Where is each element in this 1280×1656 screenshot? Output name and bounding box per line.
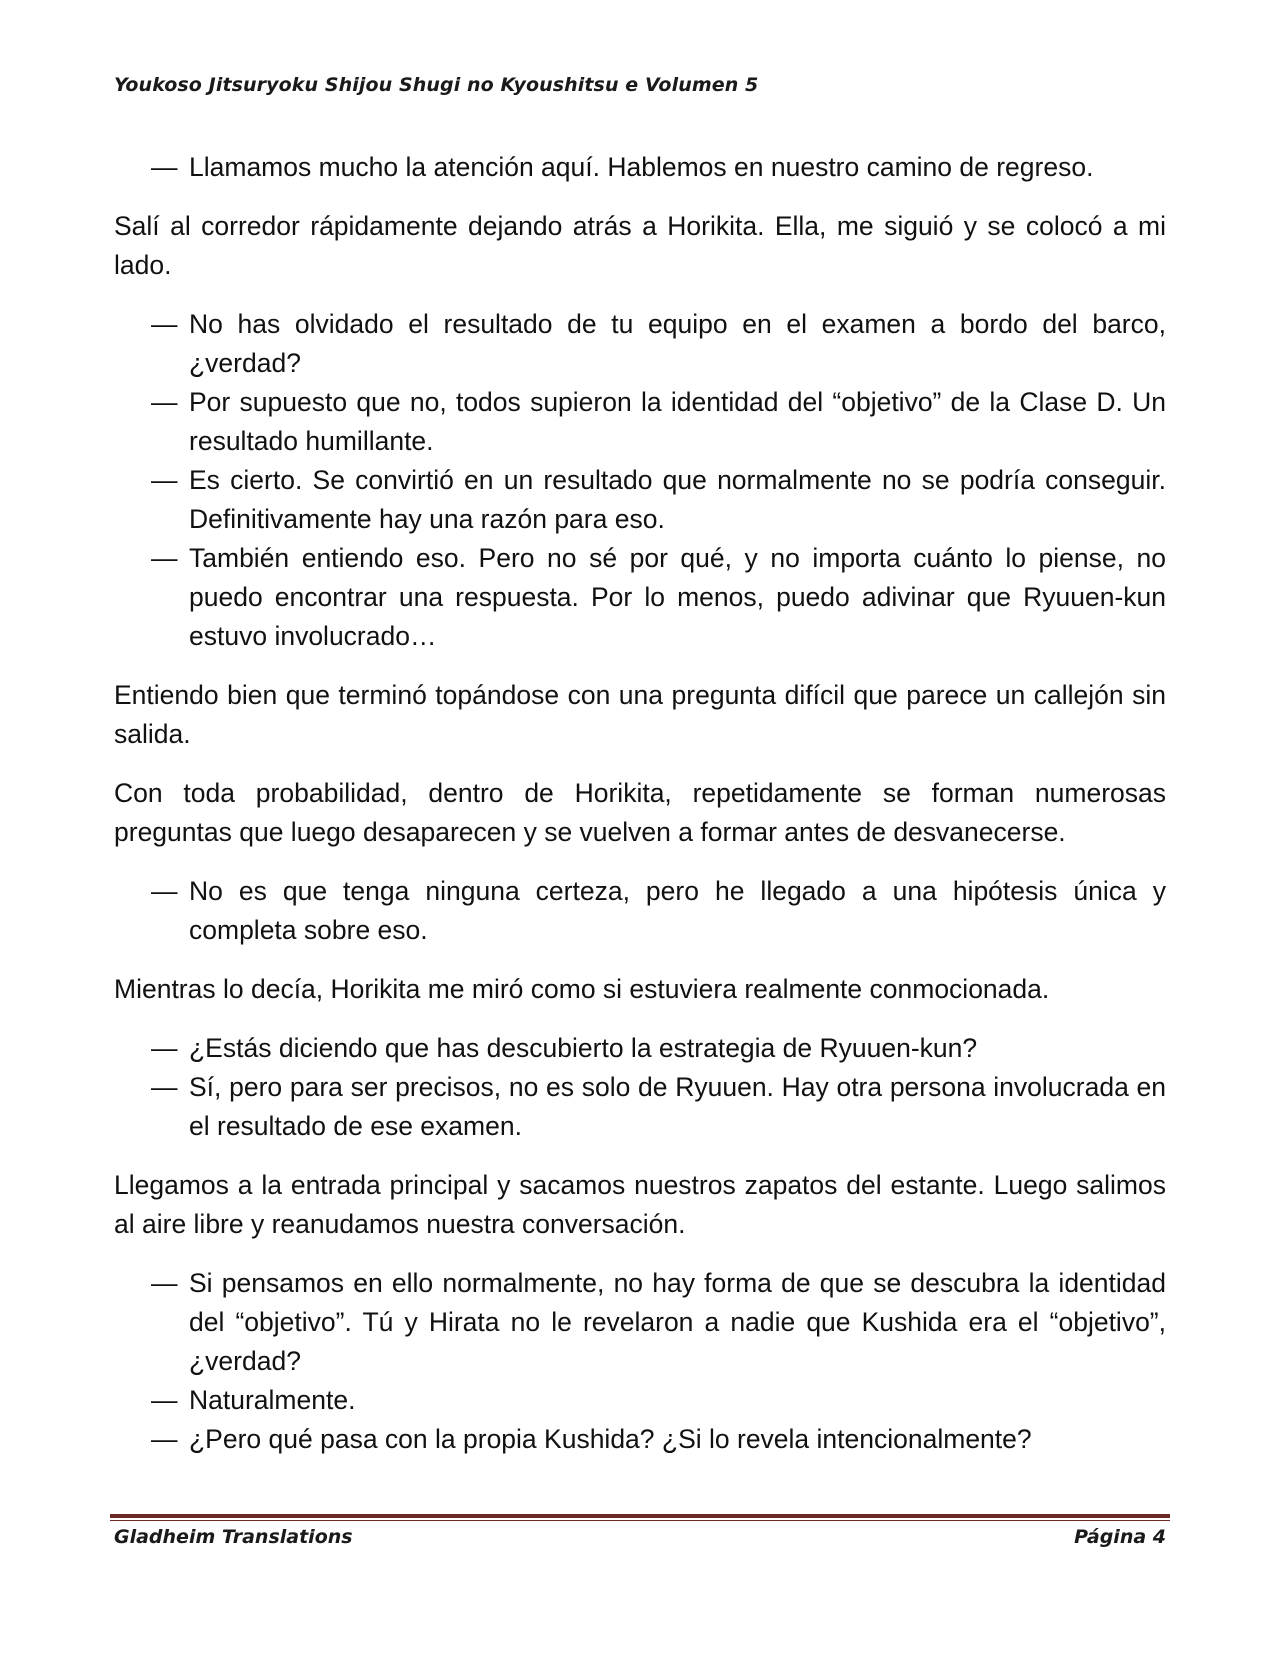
dialogue-line	[114, 872, 1166, 950]
em-dash: —	[151, 1268, 178, 1298]
dialogue-line	[114, 1264, 1166, 1381]
em-dash: —	[151, 876, 178, 906]
page-body	[114, 148, 1166, 1479]
dialogue-line	[114, 148, 1166, 187]
dialogue-text: ¿Estás diciendo que has descubierto la estrategia de Ryuuen-kun?	[189, 1033, 978, 1063]
dialogue-text: Es cierto. Se convirtió en un resultado que normalmente no se podría conseguir. Definitivamente hay una razón para eso.	[189, 465, 1166, 534]
em-dash: —	[151, 1385, 178, 1415]
dialogue-text: ¿Pero qué pasa con la propia Kushida? ¿Si lo revela intencionalmente?	[189, 1424, 1032, 1454]
dialogue-line	[114, 1068, 1166, 1146]
dialogue-text: También entiendo eso. Pero no sé por qué, y no importa cuánto lo piense, no puedo encontrar una respuesta. Por lo menos, puedo adivinar que Ryuuen-kun estuvo involucrado…	[189, 543, 1166, 651]
dialogue-line	[114, 305, 1166, 383]
dialogue-block-1	[114, 148, 1166, 187]
dialogue-text: Sí, pero para ser precisos, no es solo de Ryuuen. Hay otra persona involucrada en el resultado de ese examen.	[189, 1072, 1166, 1141]
dialogue-line	[114, 1029, 1166, 1068]
footer-divider-thin	[110, 1520, 1170, 1521]
dialogue-block-4	[114, 1029, 1166, 1146]
narration-paragraph: Con toda probabilidad, dentro de Horikita, repetidamente se forman numerosas preguntas que luego desaparecen y se vuelven a formar antes de desvanecerse.	[114, 778, 1166, 847]
em-dash: —	[151, 1072, 178, 1102]
running-header: Youkoso Jitsuryoku Shijou Shugi no Kyoushitsu e Volumen 5	[114, 74, 759, 96]
em-dash: —	[151, 465, 178, 495]
dialogue-text: Naturalmente.	[189, 1385, 356, 1415]
footer-credit: Gladheim Translations	[114, 1526, 353, 1548]
dialogue-text: No es que tenga ninguna certeza, pero he llegado a una hipótesis única y completa sobre eso.	[189, 876, 1166, 945]
dialogue-block-3	[114, 872, 1166, 950]
dialogue-line	[114, 539, 1166, 656]
dialogue-text: Llamamos mucho la atención aquí. Hablemos en nuestro camino de regreso.	[189, 152, 1094, 182]
dialogue-block-5	[114, 1264, 1166, 1459]
narration-paragraph: Entiendo bien que terminó topándose con una pregunta difícil que parece un callejón sin salida.	[114, 680, 1166, 749]
dialogue-line	[114, 383, 1166, 461]
page-number: Página 4	[1074, 1526, 1166, 1548]
dialogue-line	[114, 1381, 1166, 1420]
narration-paragraph: Llegamos a la entrada principal y sacamos nuestros zapatos del estante. Luego salimos al aire libre y reanudamos nuestra conversación.	[114, 1170, 1166, 1239]
dialogue-text: No has olvidado el resultado de tu equipo en el examen a bordo del barco, ¿verdad?	[189, 309, 1166, 378]
dialogue-line	[114, 461, 1166, 539]
narration-paragraph: Salí al corredor rápidamente dejando atrás a Horikita. Ella, me siguió y se colocó a mi lado.	[114, 211, 1166, 280]
em-dash: —	[151, 309, 178, 339]
dialogue-text: Si pensamos en ello normalmente, no hay forma de que se descubra la identidad del “objetivo”. Tú y Hirata no le revelaron a nadie que Kushida era el “objetivo”, ¿verdad?	[189, 1268, 1166, 1376]
footer-divider	[110, 1514, 1170, 1518]
em-dash: —	[151, 387, 178, 417]
narration-paragraph: Mientras lo decía, Horikita me miró como si estuviera realmente conmocionada.	[114, 974, 1050, 1004]
em-dash: —	[151, 152, 178, 182]
em-dash: —	[151, 543, 178, 573]
em-dash: —	[151, 1033, 178, 1063]
dialogue-line	[114, 1420, 1166, 1459]
dialogue-text: Por supuesto que no, todos supieron la identidad del “objetivo” de la Clase D. Un resultado humillante.	[189, 387, 1166, 456]
em-dash: —	[151, 1424, 178, 1454]
dialogue-block-2	[114, 305, 1166, 656]
